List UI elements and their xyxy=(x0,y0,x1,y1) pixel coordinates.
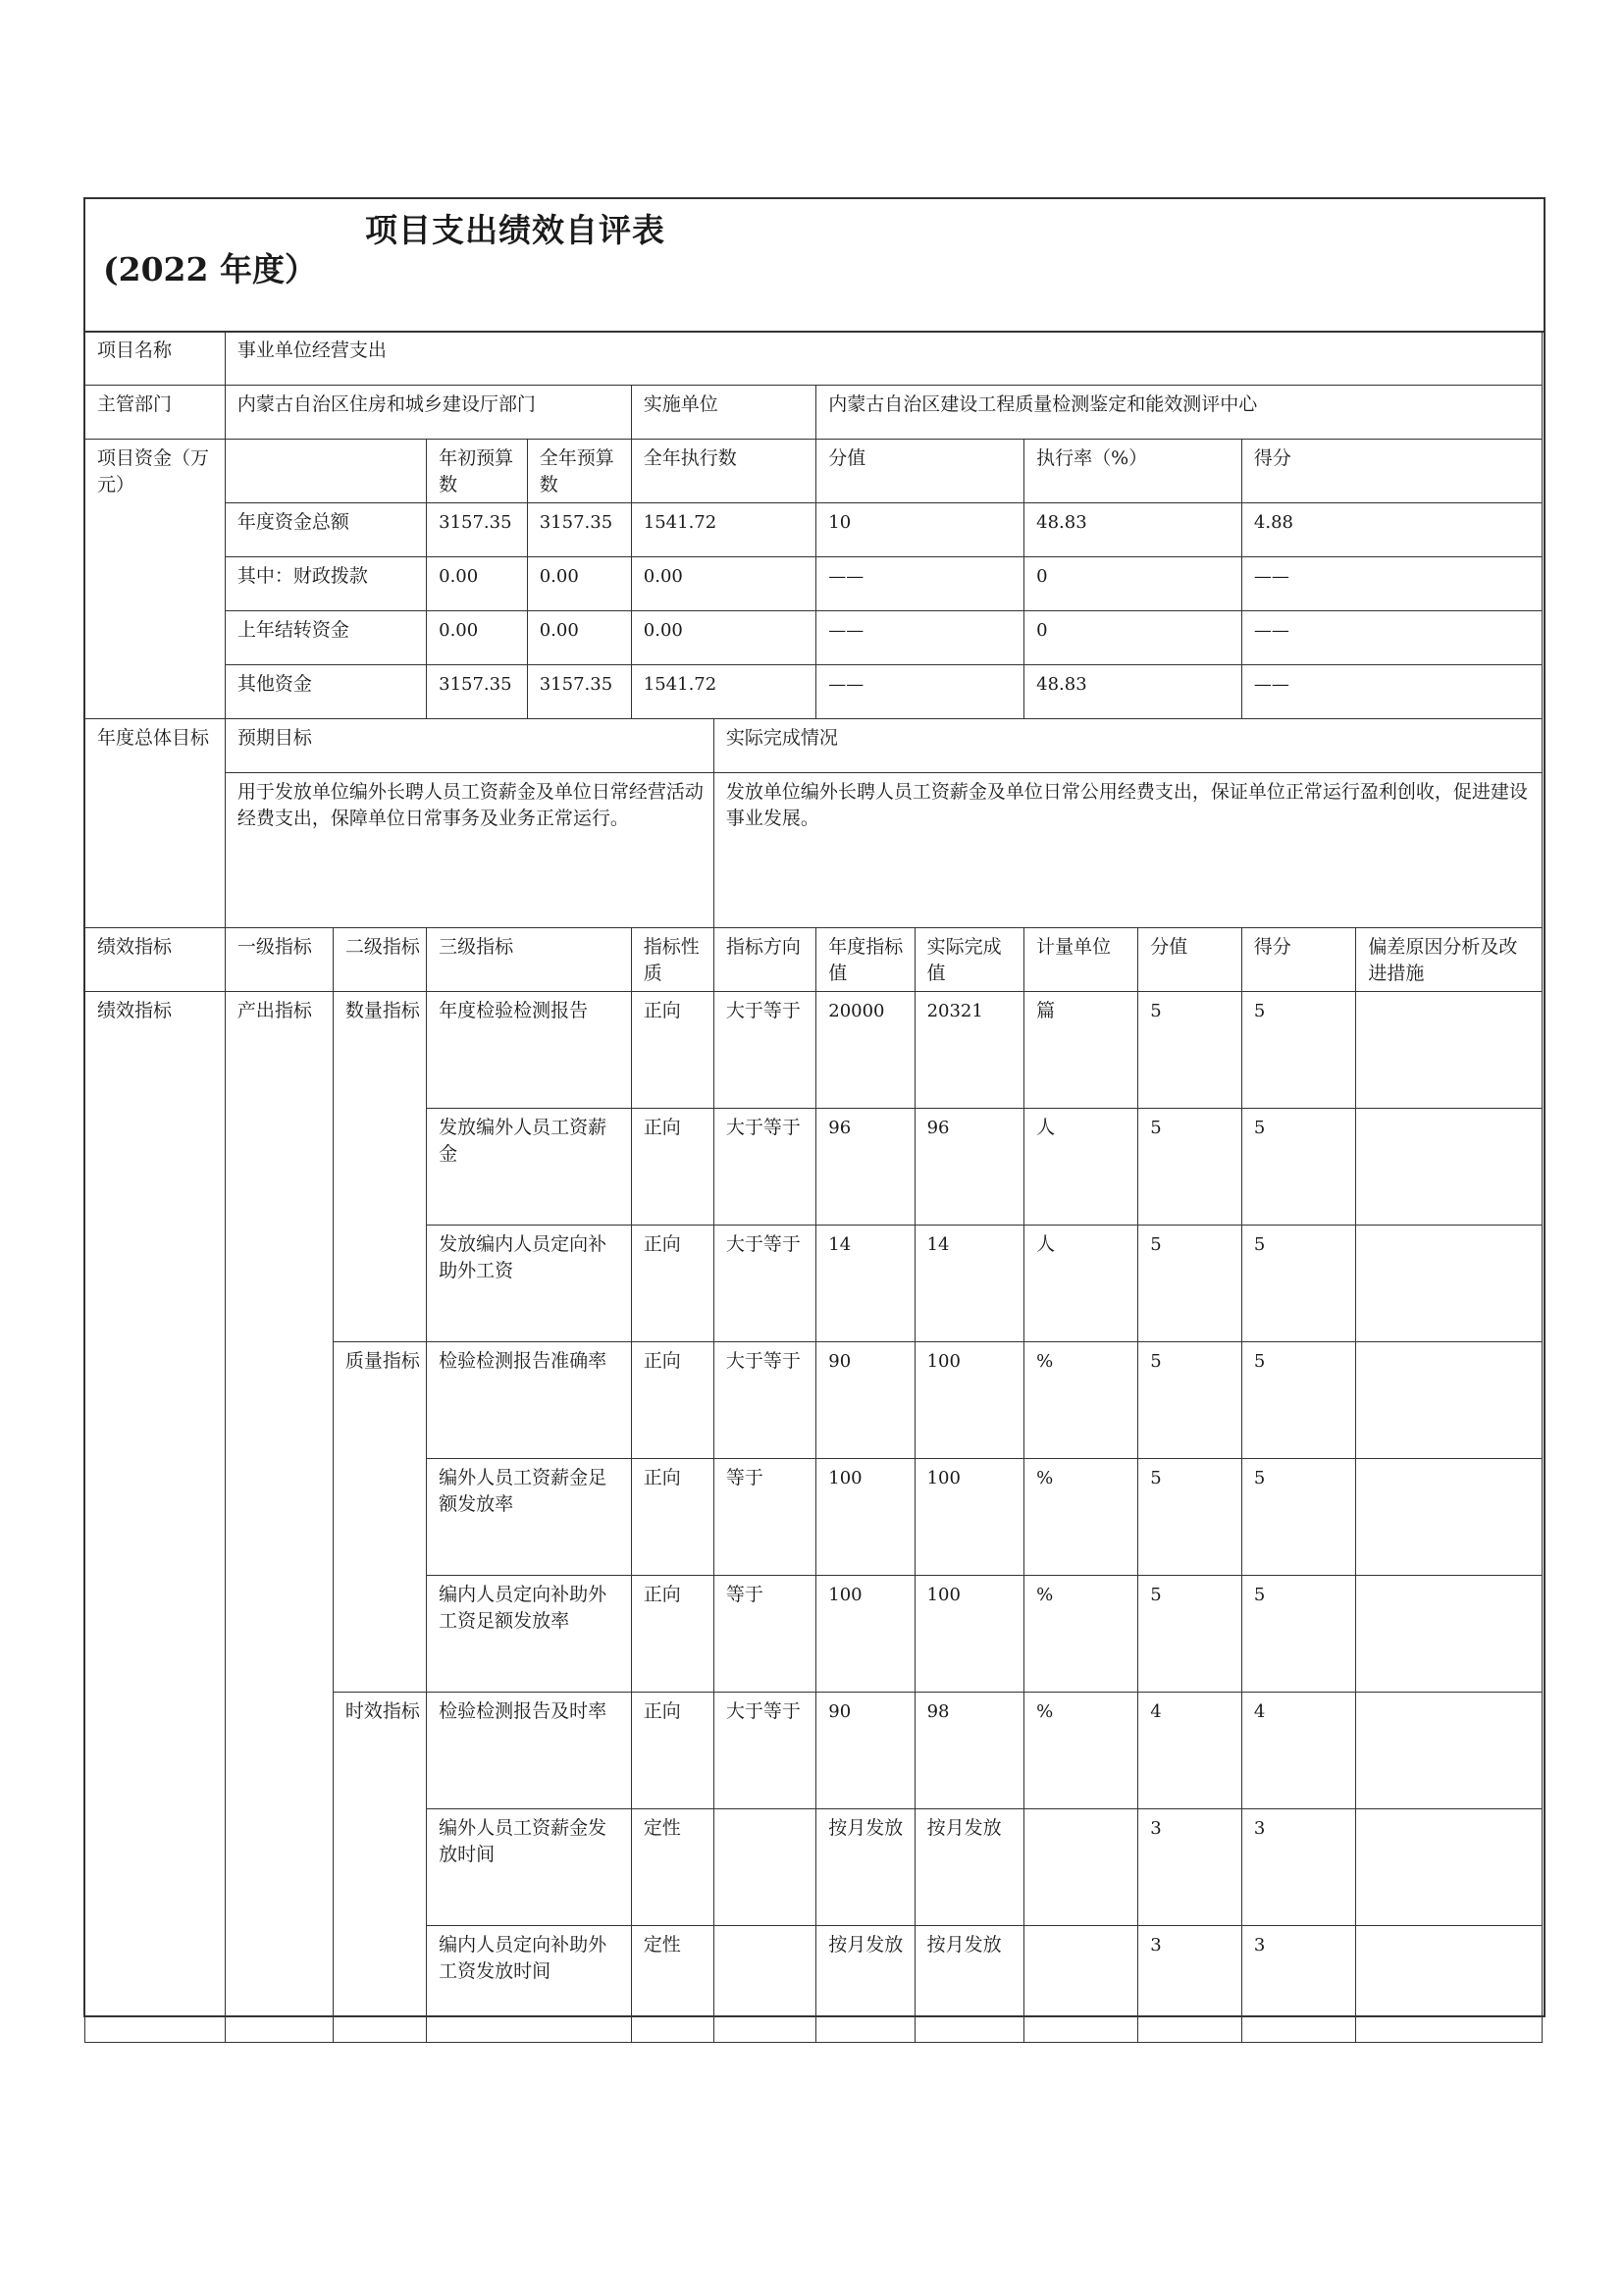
funds-row-name: 年度资金总额 xyxy=(225,503,426,557)
indicator-score-note xyxy=(1241,992,1542,1109)
indicator-target: 按月发放 xyxy=(816,1926,915,2043)
indicator-score-value: 5 xyxy=(1138,992,1242,1109)
funds-header-score: 得分 xyxy=(1241,440,1542,503)
indicator-unit: 篇 xyxy=(1024,992,1138,1109)
department-value: 内蒙古自治区住房和城乡建设厅部门 xyxy=(225,386,631,440)
funds-row-initial: 3157.35 xyxy=(427,503,528,557)
indicator-name: 编外人员工资薪金发放时间 xyxy=(427,1809,632,1926)
indicator-nature: 正向 xyxy=(631,1226,713,1342)
indicator-score-value: 5 xyxy=(1138,1342,1242,1459)
page-title: 项目支出绩效自评表 xyxy=(365,211,665,249)
indicator-score: 3 xyxy=(1242,1926,1356,2042)
indicator-score: 5 xyxy=(1242,1459,1356,1575)
indicator-target: 20000 xyxy=(816,992,915,1109)
indicator-score-note xyxy=(1241,1459,1542,1576)
goals-actual-label: 实际完成情况 xyxy=(713,719,1542,773)
indicator-direction: 大于等于 xyxy=(713,1226,815,1342)
indicators-header-level3: 三级指标 xyxy=(427,928,632,992)
funds-row xyxy=(85,503,1543,557)
funds-row-initial: 3157.35 xyxy=(427,665,528,719)
funds-row-annual: 3157.35 xyxy=(527,503,631,557)
indicator-score: 5 xyxy=(1242,1342,1356,1458)
indicators-header-unit: 计量单位 xyxy=(1024,928,1138,992)
indicator-actual: 98 xyxy=(915,1693,1024,1809)
indicator-direction: 大于等于 xyxy=(713,1342,815,1459)
indicator-unit: 人 xyxy=(1024,1226,1138,1342)
evaluation-sheet xyxy=(83,197,1545,2017)
indicator-score: 3 xyxy=(1242,1809,1356,1925)
indicators-header-score: 得分 xyxy=(1242,928,1356,991)
indicator-level2: 数量指标 xyxy=(333,992,426,1342)
indicator-score: 5 xyxy=(1242,1576,1356,1692)
indicator-score: 5 xyxy=(1242,1226,1356,1341)
funds-row-executed: 1541.72 xyxy=(631,503,815,557)
indicator-score: 4 xyxy=(1242,1693,1356,1808)
indicator-score-value: 5 xyxy=(1138,1109,1242,1226)
funds-row-score: —— xyxy=(1241,665,1542,719)
indicators-label: 绩效指标 xyxy=(85,928,226,992)
indicator-nature: 定性 xyxy=(631,1809,713,1926)
indicator-score-value: 4 xyxy=(1138,1693,1242,1809)
indicators-header-split xyxy=(1242,928,1542,991)
indicator-name: 发放编内人员定向补助外工资 xyxy=(427,1226,632,1342)
funds-header-blank xyxy=(225,440,426,503)
funds-header-executed: 全年执行数 xyxy=(631,440,815,503)
goals-header-row xyxy=(85,719,1543,773)
indicator-direction xyxy=(713,1809,815,1926)
indicator-target: 90 xyxy=(816,1342,915,1459)
indicator-actual: 按月发放 xyxy=(915,1926,1024,2043)
indicator-target: 14 xyxy=(816,1226,915,1342)
indicator-target: 96 xyxy=(816,1109,915,1226)
indicator-score-value: 5 xyxy=(1138,1459,1242,1576)
funds-row-score-value: 10 xyxy=(816,503,1024,557)
indicator-actual: 20321 xyxy=(915,992,1024,1109)
indicator-name: 编内人员定向补助外工资发放时间 xyxy=(427,1926,632,2043)
indicator-nature: 正向 xyxy=(631,1693,713,1809)
funds-row-rate: 0 xyxy=(1024,611,1242,665)
indicators-header-level1: 一级指标 xyxy=(225,928,333,992)
funds-header-annual: 全年预算数 xyxy=(527,440,631,503)
indicator-actual: 100 xyxy=(915,1342,1024,1459)
indicator-score-note xyxy=(1241,1926,1542,2043)
goals-actual: 发放单位编外长聘人员工资薪金及单位日常公用经费支出，保证单位正常运行盈利创收，促进建设事业发展。 xyxy=(713,773,1542,928)
project-name-row xyxy=(85,332,1543,386)
funds-row-executed: 0.00 xyxy=(631,557,815,611)
funds-row-rate: 48.83 xyxy=(1024,503,1242,557)
indicator-unit: 人 xyxy=(1024,1109,1138,1226)
funds-row-annual: 3157.35 xyxy=(527,665,631,719)
project-name-label: 项目名称 xyxy=(85,332,226,386)
indicator-level2: 质量指标 xyxy=(333,1342,426,1693)
indicator-level2: 时效指标 xyxy=(333,1693,426,2043)
project-name-value: 事业单位经营支出 xyxy=(225,332,1542,386)
indicator-direction xyxy=(713,1926,815,2043)
indicator-level1: 产出指标 xyxy=(225,992,333,2043)
indicator-actual: 96 xyxy=(915,1109,1024,1226)
implementer-label: 实施单位 xyxy=(631,386,815,440)
indicator-note xyxy=(1356,1459,1542,1575)
indicator-score-note xyxy=(1241,1693,1542,1809)
indicator-note xyxy=(1356,1342,1542,1458)
indicator-unit: % xyxy=(1024,1693,1138,1809)
indicator-note xyxy=(1356,1226,1542,1341)
indicator-nature: 正向 xyxy=(631,1576,713,1693)
indicator-note xyxy=(1356,1693,1542,1808)
funds-row-score-value: —— xyxy=(816,611,1024,665)
funds-row-score: —— xyxy=(1241,557,1542,611)
funds-row xyxy=(85,611,1543,665)
department-label: 主管部门 xyxy=(85,386,226,440)
indicator-score: 5 xyxy=(1242,992,1356,1108)
indicator-score-value: 5 xyxy=(1138,1226,1242,1342)
indicators-header-nature: 指标性质 xyxy=(631,928,713,992)
indicator-nature: 正向 xyxy=(631,1342,713,1459)
indicator-note xyxy=(1356,1809,1542,1925)
indicator-target: 按月发放 xyxy=(816,1809,915,1926)
goals-content-row xyxy=(85,773,1543,928)
indicator-actual: 14 xyxy=(915,1226,1024,1342)
funds-row-score: 4.88 xyxy=(1241,503,1542,557)
indicator-unit: % xyxy=(1024,1576,1138,1693)
indicator-score-value: 3 xyxy=(1138,1809,1242,1926)
indicator-note xyxy=(1356,1109,1542,1225)
indicator-direction: 大于等于 xyxy=(713,1109,815,1226)
evaluation-table xyxy=(84,331,1543,2043)
indicator-score: 5 xyxy=(1242,1109,1356,1225)
goals-expected-label: 预期目标 xyxy=(225,719,713,773)
indicators-header-target: 年度指标值 xyxy=(816,928,915,992)
indicator-nature: 正向 xyxy=(631,992,713,1109)
funds-row xyxy=(85,557,1543,611)
indicator-score-note xyxy=(1241,1809,1542,1926)
indicator-score-value: 3 xyxy=(1138,1926,1242,2043)
funds-header-initial: 年初预算数 xyxy=(427,440,528,503)
department-row xyxy=(85,386,1543,440)
indicator-score-note xyxy=(1241,1109,1542,1226)
indicator-target: 100 xyxy=(816,1576,915,1693)
funds-row-name: 上年结转资金 xyxy=(225,611,426,665)
funds-row-score: —— xyxy=(1241,611,1542,665)
indicator-name: 发放编外人员工资薪金 xyxy=(427,1109,632,1226)
funds-row-score-value: —— xyxy=(816,557,1024,611)
indicator-note xyxy=(1356,992,1542,1108)
implementer-value: 内蒙古自治区建设工程质量检测鉴定和能效测评中心 xyxy=(816,386,1543,440)
indicators-header-level2: 二级指标 xyxy=(333,928,426,992)
indicators-header-score-note xyxy=(1241,928,1542,992)
indicator-direction: 大于等于 xyxy=(713,992,815,1109)
funds-row-name: 其中：财政拨款 xyxy=(225,557,426,611)
indicator-actual: 100 xyxy=(915,1576,1024,1693)
report-year: (2022 年度） xyxy=(103,250,317,288)
indicator-direction: 等于 xyxy=(713,1576,815,1693)
indicator-score-note xyxy=(1241,1226,1542,1342)
indicator-score-note xyxy=(1241,1576,1542,1693)
funds-header-rate: 执行率（%） xyxy=(1024,440,1242,503)
funds-row-name: 其他资金 xyxy=(225,665,426,719)
funds-row xyxy=(85,665,1543,719)
indicator-target: 90 xyxy=(816,1693,915,1809)
indicator-actual: 按月发放 xyxy=(915,1809,1024,1926)
indicator-note xyxy=(1356,1576,1542,1692)
indicator-nature: 定性 xyxy=(631,1926,713,2043)
funds-row-initial: 0.00 xyxy=(427,611,528,665)
funds-row-rate: 0 xyxy=(1024,557,1242,611)
indicator-nature: 正向 xyxy=(631,1459,713,1576)
indicator-row xyxy=(85,992,1543,1109)
indicator-unit xyxy=(1024,1926,1138,2043)
indicator-name: 编外人员工资薪金足额发放率 xyxy=(427,1459,632,1576)
funds-row-initial: 0.00 xyxy=(427,557,528,611)
funds-label: 项目资金（万元） xyxy=(85,440,226,719)
indicators-header-actual: 实际完成值 xyxy=(915,928,1024,992)
indicator-name: 检验检测报告准确率 xyxy=(427,1342,632,1459)
indicator-name: 检验检测报告及时率 xyxy=(427,1693,632,1809)
indicator-score-value: 5 xyxy=(1138,1576,1242,1693)
indicator-name: 年度检验检测报告 xyxy=(427,992,632,1109)
indicator-section-label: 绩效指标 xyxy=(85,992,226,2043)
funds-row-executed: 0.00 xyxy=(631,611,815,665)
funds-row-annual: 0.00 xyxy=(527,557,631,611)
indicator-actual: 100 xyxy=(915,1459,1024,1576)
indicators-header-row xyxy=(85,928,1543,992)
indicator-name: 编内人员定向补助外工资足额发放率 xyxy=(427,1576,632,1693)
indicator-unit: % xyxy=(1024,1342,1138,1459)
funds-row-score-value: —— xyxy=(816,665,1024,719)
indicator-score-note xyxy=(1241,1342,1542,1459)
funds-row-executed: 1541.72 xyxy=(631,665,815,719)
funds-header-score-value: 分值 xyxy=(816,440,1024,503)
funds-row-annual: 0.00 xyxy=(527,611,631,665)
indicator-unit: % xyxy=(1024,1459,1138,1576)
indicators-header-note: 偏差原因分析及改进措施 xyxy=(1368,936,1518,984)
indicator-nature: 正向 xyxy=(631,1109,713,1226)
indicator-direction: 等于 xyxy=(713,1459,815,1576)
indicator-target: 100 xyxy=(816,1459,915,1576)
funds-header-row xyxy=(85,440,1543,503)
goals-label: 年度总体目标 xyxy=(85,719,226,928)
goals-expected: 用于发放单位编外长聘人员工资薪金及单位日常经营活动经费支出，保障单位日常事务及业务正常运行。 xyxy=(225,773,713,928)
indicator-note xyxy=(1356,1926,1542,2042)
indicator-direction: 大于等于 xyxy=(713,1693,815,1809)
funds-row-rate: 48.83 xyxy=(1024,665,1242,719)
indicator-unit xyxy=(1024,1809,1138,1926)
indicators-header-direction: 指标方向 xyxy=(713,928,815,992)
indicators-header-score-value: 分值 xyxy=(1138,928,1242,992)
